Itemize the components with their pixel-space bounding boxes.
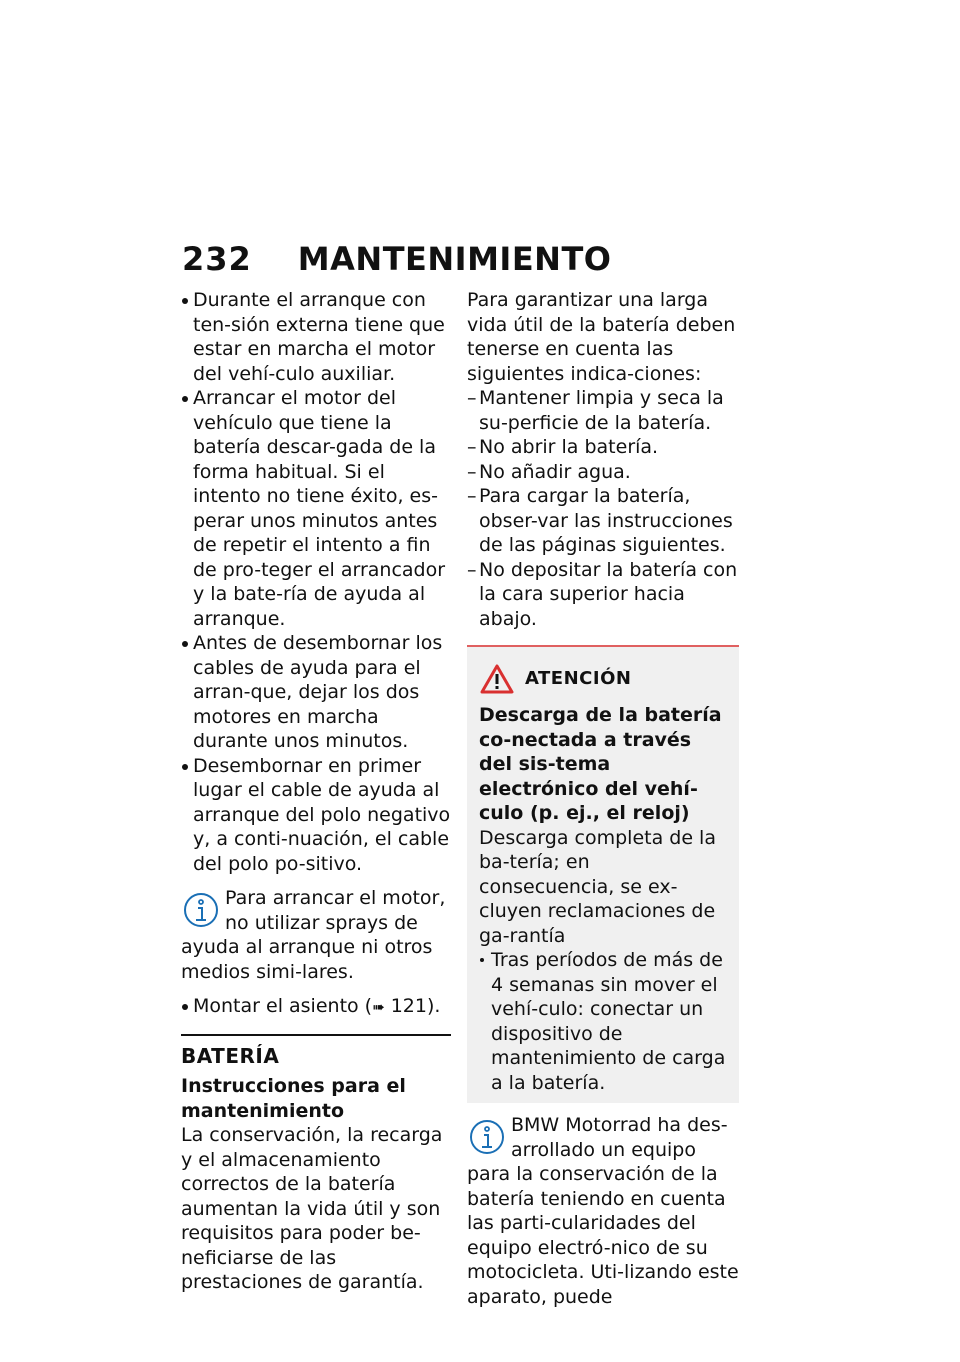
intro-paragraph: Para garantizar una larga vida útil de la batería deben tenerse en cuenta las siguientes indica-ciones:	[467, 289, 736, 385]
dash-mark: –	[467, 387, 477, 409]
attention-heading: Descarga de la batería co-nectada a través del sis-tema electrónico del vehí-culo (p. ej., el reloj)	[479, 704, 722, 824]
info-icon	[181, 888, 221, 932]
warning-triangle-icon	[479, 663, 515, 695]
attention-text: Descarga completa de la ba-tería; en consecuencia, se ex-cluyen reclamaciones de ga-rantía	[479, 826, 716, 947]
dash-mark: –	[467, 460, 477, 483]
attention-header	[479, 663, 729, 695]
info-note	[467, 1113, 739, 1309]
right-column	[467, 288, 739, 1309]
list-item	[181, 994, 451, 1020]
attention-title: ATENCIÓN	[525, 667, 632, 689]
list-item: – No añadir agua.	[467, 460, 631, 483]
section-heading: BATERÍA	[181, 1043, 280, 1068]
note-text: BMW Motorrad ha des-arrollado un equipo para la conservación de la batería teniendo en cuenta las parti-cularidades del equipo electró-nico de su motocicleta. Uti-lizando este aparato, puede	[467, 1114, 739, 1308]
list-item: Durante el arranque con ten-sión externa tiene que estar en marcha el motor del vehí-culo auxiliar.	[181, 288, 451, 386]
list-item: Desembornar en primer lugar el cable de ayuda al arranque del polo negativo y, a conti-nuación, el cable del polo po-sitivo.	[181, 754, 451, 877]
list-item: – No depositar la batería con la cara superior hacia abajo.	[467, 558, 738, 630]
subheading: Instrucciones para el mantenimiento	[181, 1075, 406, 1122]
list-item: – No abrir la batería.	[467, 436, 659, 458]
list-item: – Para cargar la batería, obser-var las instrucciones de las páginas siguientes.	[467, 485, 733, 556]
page-number: 232	[182, 240, 252, 278]
list-item: Tras períodos de más de 4 semanas sin mover el vehí-culo: conectar un dispositivo de mantenimiento de carga a la batería.	[479, 948, 729, 1095]
page-header	[182, 240, 611, 280]
note-text: Para arrancar el motor, no utilizar sprays de ayuda al arranque ni otros medios simi-lares.	[181, 887, 446, 983]
mount-seat-text: Montar el asiento (	[193, 995, 373, 1017]
list-item: – Mantener limpia y seca la su-perficie de la batería.	[467, 387, 724, 434]
attention-box	[467, 645, 739, 1103]
list-item: Arrancar el motor del vehículo que tiene la batería descar-gada de la forma habitual. Si el intento no tiene éxito, es-perar unos minutos antes de repetir el intento a fin de pro-teger el arrancador y la bate-ría de ayuda al arranque.	[181, 386, 451, 631]
info-icon	[467, 1115, 507, 1159]
section-title: MANTENIMIENTO	[297, 240, 612, 278]
info-note	[181, 886, 451, 984]
page-reference: 121).	[384, 995, 441, 1017]
dash-mark: –	[467, 558, 477, 581]
dash-mark: –	[467, 436, 477, 458]
list-item: Antes de desembornar los cables de ayuda para el arran-que, dejar los dos motores en marcha durante unos minutos.	[181, 631, 451, 754]
left-column	[181, 288, 451, 1295]
reference-arrow-icon: ➠	[372, 998, 385, 1016]
section-divider	[181, 1034, 451, 1036]
dash-mark: –	[467, 485, 477, 507]
paragraph: La conservación, la recarga y el almacenamiento correctos de la batería aumentan la vida útil y son requisitos para poder be-neficiarse de las prestaciones de garantía.	[181, 1124, 443, 1293]
